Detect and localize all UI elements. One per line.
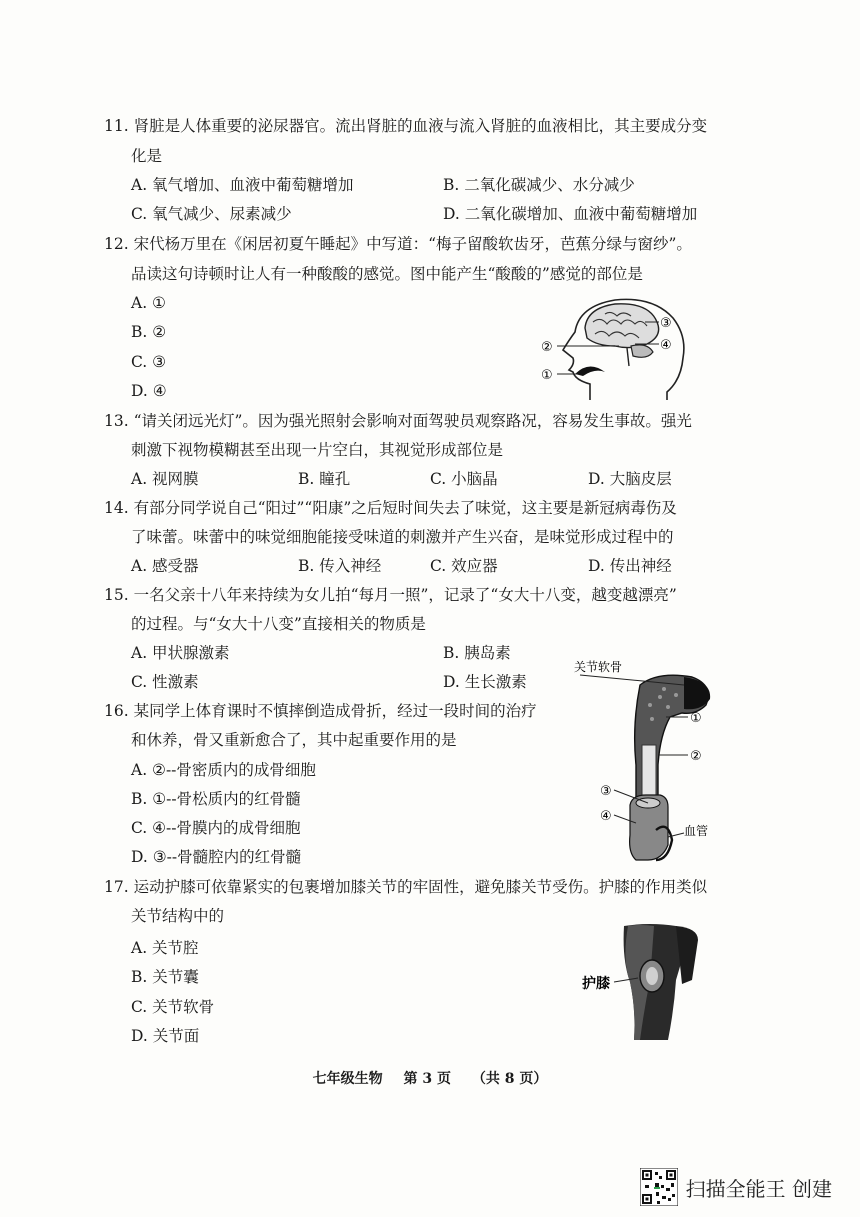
bone-fig-label-4: ④ xyxy=(600,809,612,824)
q14-option-c: C. 效应器 xyxy=(430,557,498,575)
q16-stem-line2: 和休养，骨又重新愈合了，其中起重要作用的是 xyxy=(131,731,457,749)
q16-option-d: D. ③--骨髓腔内的红骨髓 xyxy=(131,848,302,866)
q13-option-b: B. 瞳孔 xyxy=(298,470,351,488)
q16-option-c: C. ④--骨膜内的成骨细胞 xyxy=(131,819,301,837)
q16-option-b: B. ①--骨松质内的红骨髓 xyxy=(131,790,301,808)
q11-option-c: C. 氧气减少、尿素减少 xyxy=(131,205,292,223)
q15-stem-line2: 的过程。与“女大十八变”直接相关的物质是 xyxy=(131,615,426,633)
q15-stem-line1: 15. 一名父亲十八年来持续为女儿拍“每月一照”，记录了“女大十八变，越变越漂亮” xyxy=(104,586,677,604)
brain-fig-label-1: ① xyxy=(541,368,553,383)
knee-fig-label: 护膝 xyxy=(582,976,610,992)
q16-option-a: A. ②--骨密质内的成骨细胞 xyxy=(131,761,316,779)
q13-stem-line2: 刺激下视物模糊甚至出现一片空白，其视觉形成部位是 xyxy=(131,441,504,459)
qr-code-icon xyxy=(640,1168,678,1206)
q16-stem-line1: 16. 某同学上体育课时不慎摔倒造成骨折，经过一段时间的治疗 xyxy=(104,702,537,720)
q13-stem-line1: 13. “请关闭远光灯”。因为强光照射会影响对面驾驶员观察路况，容易发生事故。强光 xyxy=(104,412,692,430)
head-brain-figure xyxy=(535,292,695,404)
q15-option-d: D. 生长激素 xyxy=(443,673,527,691)
q14-option-d: D. 传出神经 xyxy=(588,557,672,575)
bone-fig-label-1: ① xyxy=(690,711,702,726)
q17-option-c: C. 关节软骨 xyxy=(131,998,215,1016)
q17-option-b: B. 关节囊 xyxy=(131,968,199,986)
q14-stem-line1: 14. 有部分同学说自己“阳过”“阳康”之后短时间失去了味觉，这主要是新冠病毒伤及 xyxy=(104,499,677,517)
bone-fig-label-3: ③ xyxy=(600,784,612,799)
watermark-text: 扫描全能王 创建 xyxy=(685,1176,832,1201)
q12-option-a: A. ① xyxy=(131,294,166,312)
q12-stem-line1: 12. 宋代杨万里在《闲居初夏午睡起》中写道：“梅子留酸软齿牙，芭蕉分绿与窗纱”。 xyxy=(104,235,692,253)
q12-stem-line2: 品读这句诗顿时让人有一种酸酸的感觉。图中能产生“酸酸的”感觉的部位是 xyxy=(131,265,643,283)
q17-stem-line2: 关节结构中的 xyxy=(131,907,225,925)
q17-stem-line1: 17. 运动护膝可依靠紧实的包裹增加膝关节的牢固性，避免膝关节受伤。护膝的作用类似 xyxy=(104,878,708,896)
footer-subject: 七年级生物 xyxy=(312,1071,383,1087)
brain-fig-label-2: ② xyxy=(541,340,553,355)
q13-option-c: C. 小脑晶 xyxy=(430,470,498,488)
q14-option-b: B. 传入神经 xyxy=(298,557,382,575)
q11-stem-line2: 化是 xyxy=(131,147,163,165)
q14-option-a: A. 感受器 xyxy=(131,557,199,575)
q13-option-a: A. 视网膜 xyxy=(131,470,199,488)
q15-option-b: B. 胰岛素 xyxy=(443,644,511,662)
q12-option-c: C. ③ xyxy=(131,353,167,371)
q14-stem-line2: 了味蕾。味蕾中的味觉细胞能接受味道的刺激并产生兴奋，是味觉形成过程中的 xyxy=(131,528,674,546)
q12-option-d: D. ④ xyxy=(131,382,167,400)
knee-brace-figure xyxy=(580,920,710,1045)
q11-stem-line1: 11. 肾脏是人体重要的泌尿器官。流出肾脏的血液与流入肾脏的血液相比，其主要成分变 xyxy=(104,117,708,135)
footer-page: 第 3 页 xyxy=(403,1071,451,1087)
bone-fig-label-2: ② xyxy=(690,749,702,764)
q11-option-a: A. 氧气增加、血液中葡萄糖增加 xyxy=(131,176,354,194)
q11-option-d: D. 二氧化碳增加、血液中葡萄糖增加 xyxy=(443,205,698,223)
scanner-watermark xyxy=(640,1168,832,1206)
brain-fig-label-4: ④ xyxy=(660,338,672,353)
footer-total: （共 8 页） xyxy=(471,1071,548,1087)
page-footer xyxy=(0,1068,860,1088)
bone-fig-label-cartilage: 关节软骨 xyxy=(574,660,623,674)
q11-option-b: B. 二氧化碳减少、水分减少 xyxy=(443,176,635,194)
long-bone-figure xyxy=(572,655,732,870)
q15-option-a: A. 甲状腺激素 xyxy=(131,644,230,662)
q13-option-d: D. 大脑皮层 xyxy=(588,470,672,488)
q12-option-b: B. ② xyxy=(131,323,167,341)
q17-option-d: D. 关节面 xyxy=(131,1027,200,1045)
bone-fig-label-vessel: 血管 xyxy=(684,824,709,838)
q15-option-c: C. 性激素 xyxy=(131,673,199,691)
q17-option-a: A. 关节腔 xyxy=(131,939,199,957)
brain-fig-label-3: ③ xyxy=(660,316,672,331)
